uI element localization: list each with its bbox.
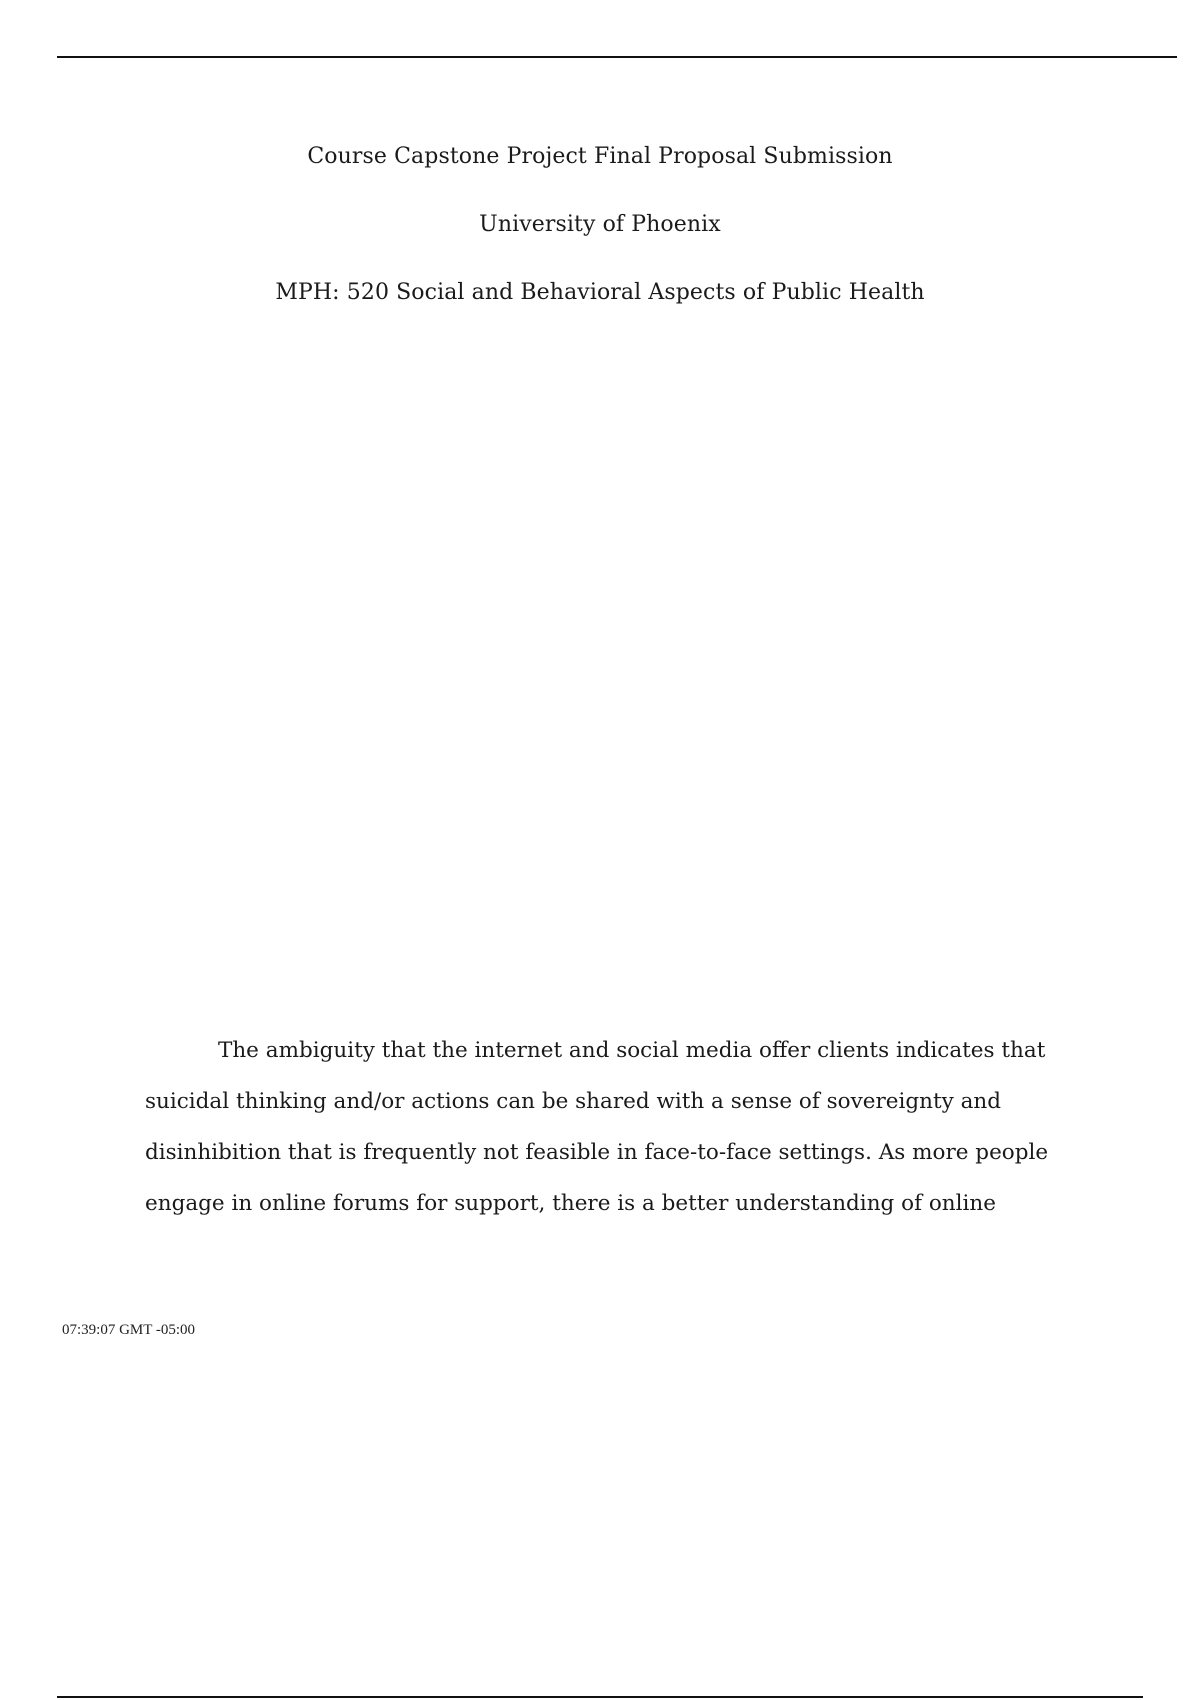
document-title: Course Capstone Project Final Proposal Submission: [307, 144, 893, 169]
institution-name: University of Phoenix: [479, 212, 721, 237]
body-line: disinhibition that is frequently not feasible in face-to-face settings. As more people: [145, 1140, 1049, 1165]
top-rule: [57, 56, 1177, 58]
bottom-rule: [57, 1696, 1143, 1698]
body-paragraph: [145, 1025, 1065, 1229]
body-line: The ambiguity that the internet and social media offer clients indicates that: [218, 1038, 1046, 1063]
timestamp: 07:39:07 GMT -05:00: [62, 1322, 196, 1338]
body-line: engage in online forums for support, there is a better understanding of online: [145, 1191, 996, 1216]
course-name: MPH: 520 Social and Behavioral Aspects of Public Health: [275, 280, 925, 305]
body-line: suicidal thinking and/or actions can be shared with a sense of sovereignty and: [145, 1089, 1002, 1114]
